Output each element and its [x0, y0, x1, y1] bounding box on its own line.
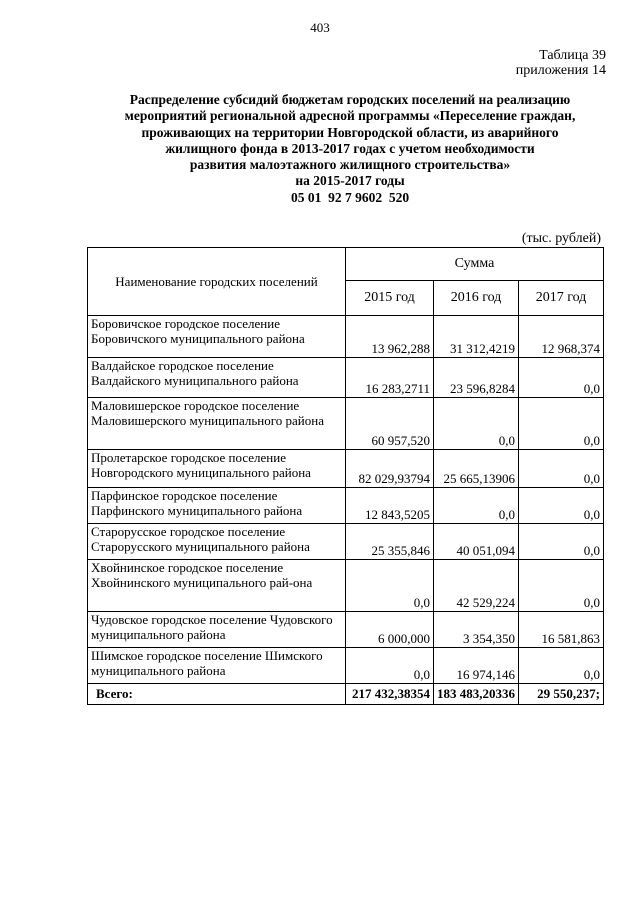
- value-2016: 23 596,8284: [434, 358, 519, 398]
- title-line: Распределение субсидий бюджетам городских поселений на реализацию: [129, 92, 571, 107]
- value-2017: 0,0: [519, 560, 604, 612]
- settlement-name: Валдайское городское поселение Валдайского муниципального района: [88, 358, 346, 398]
- table-row: [88, 648, 604, 684]
- settlement-name: Шимское городское поселение Шимского муниципального района: [88, 648, 346, 684]
- table-row: [88, 612, 604, 648]
- value-2017: 0,0: [519, 398, 604, 450]
- value-2015: 0,0: [346, 560, 434, 612]
- value-2016: 31 312,4219: [434, 316, 519, 358]
- header-year: 2015 год: [346, 281, 434, 316]
- title-line: жилищного фонда в 2013-2017 годах с учетом необходимости: [165, 140, 535, 156]
- value-2015: 60 957,520: [346, 398, 434, 450]
- value-2017: 0,0: [519, 358, 604, 398]
- value-2015: 6 000,000: [346, 612, 434, 648]
- table-row: [88, 358, 604, 398]
- settlement-name: Старорусское городское поселение Старорусского муниципального района: [88, 524, 346, 560]
- table-reference: [516, 48, 606, 78]
- value-2017: 0,0: [519, 488, 604, 524]
- table-ref-line: Таблица 39: [539, 48, 606, 63]
- table-row: [88, 524, 604, 560]
- page-number: 403: [310, 20, 330, 35]
- table-row: [88, 316, 604, 358]
- header-year: 2017 год: [519, 281, 604, 316]
- total-2016: 183 483,20336: [434, 684, 519, 705]
- header-name: Наименование городских поселений: [88, 248, 346, 316]
- settlement-name: Хвойнинское городское поселение Хвойнинского муниципального рай-она: [88, 560, 346, 612]
- subsidy-table: [87, 247, 604, 705]
- value-2016: 42 529,224: [434, 560, 519, 612]
- value-2016: 16 974,146: [434, 648, 519, 684]
- title-line: развития малоэтажного жилищного строительства»: [189, 157, 511, 173]
- table-row: [88, 398, 604, 450]
- document-title: [70, 92, 630, 206]
- value-2017: 0,0: [519, 450, 604, 488]
- title-code: 05 01 92 7 9602 520: [290, 189, 410, 205]
- settlement-name: Пролетарское городское поселение Новгородского муниципального района: [88, 450, 346, 488]
- table-row: [88, 488, 604, 524]
- value-2015: 12 843,5205: [346, 488, 434, 524]
- value-2017: 12 968,374: [519, 316, 604, 358]
- value-2016: 3 354,350: [434, 612, 519, 648]
- settlement-name: Маловишерское городское поселение Маловишерского муниципального района: [88, 398, 346, 450]
- value-2015: 25 355,846: [346, 524, 434, 560]
- value-2017: 16 581,863: [519, 612, 604, 648]
- value-2016: 25 665,13906: [434, 450, 519, 488]
- value-2017: 0,0: [519, 524, 604, 560]
- table-row: [88, 560, 604, 612]
- title-line: на 2015-2017 годы: [295, 173, 405, 189]
- table-row: [88, 450, 604, 488]
- total-row: [88, 684, 604, 705]
- value-2015: 82 029,93794: [346, 450, 434, 488]
- value-2016: 40 051,094: [434, 524, 519, 560]
- total-2015: 217 432,38354: [346, 684, 434, 705]
- settlement-name: Парфинское городское поселение Парфинского муниципального района: [88, 488, 346, 524]
- total-label: Всего:: [88, 684, 346, 705]
- total-2017: 29 550,237;: [519, 684, 604, 705]
- unit-label: (тыс. рублей): [521, 231, 601, 246]
- value-2017: 0,0: [519, 648, 604, 684]
- value-2016: 0,0: [434, 488, 519, 524]
- value-2016: 0,0: [434, 398, 519, 450]
- settlement-name: Боровичское городское поселение Боровичского муниципального района: [88, 316, 346, 358]
- settlement-name: Чудовское городское поселение Чудовского муниципального района: [88, 612, 346, 648]
- table-ref-line: приложения 14: [515, 63, 606, 78]
- title-line: проживающих на территории Новгородской области, из аварийного: [141, 124, 559, 140]
- header-sum: Сумма: [346, 248, 604, 281]
- value-2015: 0,0: [346, 648, 434, 684]
- header-year: 2016 год: [434, 281, 519, 316]
- title-line: мероприятий региональной адресной программы «Переселение граждан,: [124, 108, 576, 124]
- value-2015: 13 962,288: [346, 316, 434, 358]
- value-2015: 16 283,2711: [346, 358, 434, 398]
